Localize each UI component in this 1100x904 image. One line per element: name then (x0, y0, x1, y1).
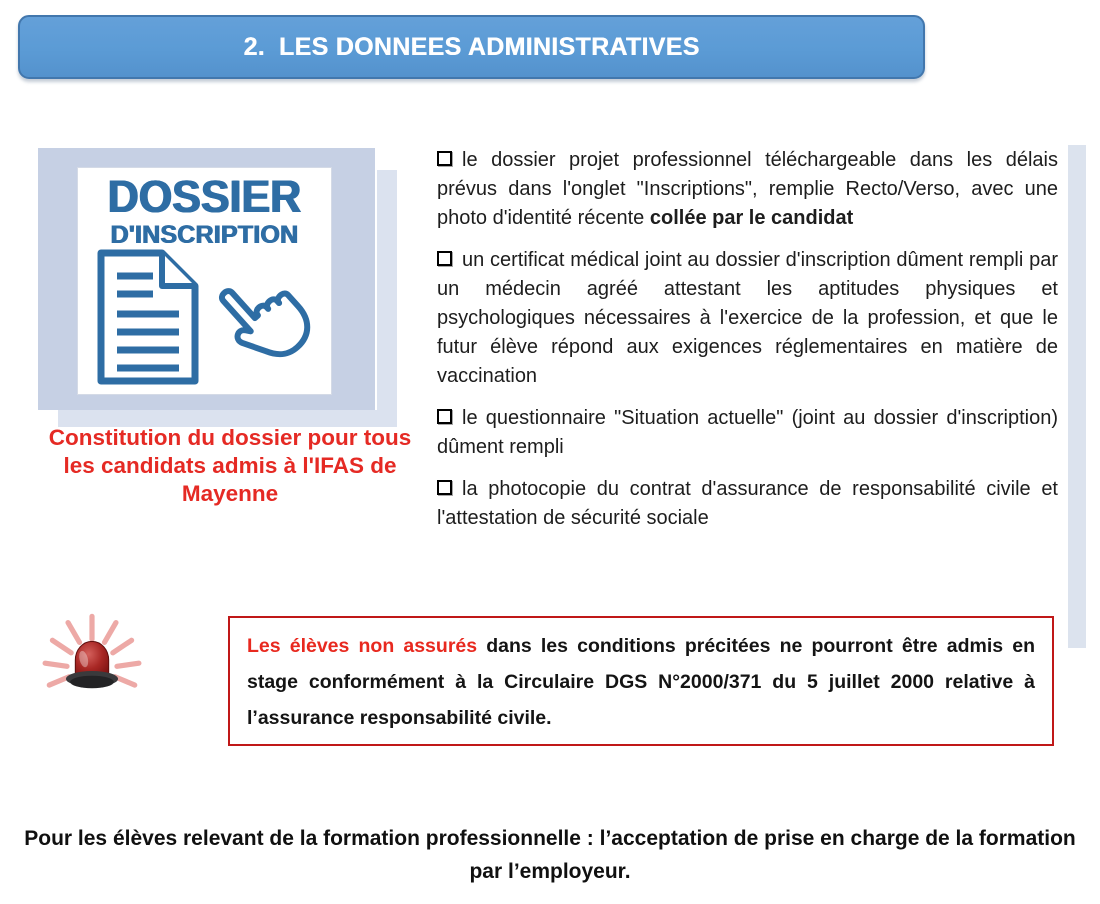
dossier-caption (20, 424, 440, 508)
warning-segment: Les élèves non assurés (247, 635, 478, 657)
dossier-caption-line: Constitution du dossier pour tous (48, 425, 412, 450)
warning-text (247, 628, 1035, 736)
checkbox-icon (437, 251, 452, 266)
checklist-text: la photocopie du contrat d'assurance de responsabilité civile et l'attestation de sécurité sociale (437, 478, 1058, 529)
checklist-item (437, 146, 1058, 233)
checklist-item (437, 246, 1058, 391)
checklist-text: un certificat médical joint au dossier d'inscription dûment rempli par un médecin agréé attestant les aptitudes physiques et psychologiques nécessaires à l'exercice de la profession, et que le futur élève répond aux exigences réglementaires en matière de vaccination (437, 249, 1058, 387)
warning-box (228, 616, 1054, 746)
inscription-word: D'INSCRIPTION (110, 221, 299, 249)
dossier-caption-line: les candidats admis à l'IFAS de (63, 453, 397, 478)
image-shadow-right (377, 170, 397, 427)
checkbox-icon (437, 409, 452, 424)
siren-icon (42, 608, 142, 708)
section-number: 2. (243, 32, 265, 61)
warning-segment: dans les conditions précitées ne pourront être admis en stage conformément à la Circulaire DGS N°2000/371 du 5 juillet 2000 relative à l’assurance responsabilité civile. (247, 635, 1035, 729)
page-edge-strip (1068, 145, 1086, 648)
footer-line: Pour les élèves relevant de la formation professionnelle : l’acceptation de prise en charge de la formation (24, 827, 1076, 850)
checklist-item (437, 475, 1058, 533)
dossier-image (38, 148, 375, 410)
dossier-caption-line: Mayenne (181, 481, 279, 506)
checkbox-icon (437, 151, 452, 166)
section-header-banner (18, 15, 925, 79)
checklist-text: le questionnaire "Situation actuelle" (joint au dossier d'inscription) dûment rempli (437, 407, 1058, 458)
checklist-text: le dossier projet professionnel téléchargeable dans les délais prévus dans l'onglet "Inscriptions", remplie Recto/Verso, avec une photo d'identité récente (437, 149, 1058, 229)
checklist-item (437, 404, 1058, 462)
pointing-hand-icon (212, 266, 322, 376)
checkbox-icon (437, 480, 452, 495)
document-icon (91, 248, 205, 386)
checklist-text: collée par le candidat (649, 207, 854, 229)
dossier-image-card (77, 167, 332, 395)
checklist (437, 146, 1058, 546)
footer-line: par l’employeur. (469, 860, 631, 883)
dossier-word: DOSSIER (107, 171, 302, 223)
section-title: LES DONNEES ADMINISTRATIVES (278, 32, 700, 61)
footer-note (10, 822, 1090, 888)
